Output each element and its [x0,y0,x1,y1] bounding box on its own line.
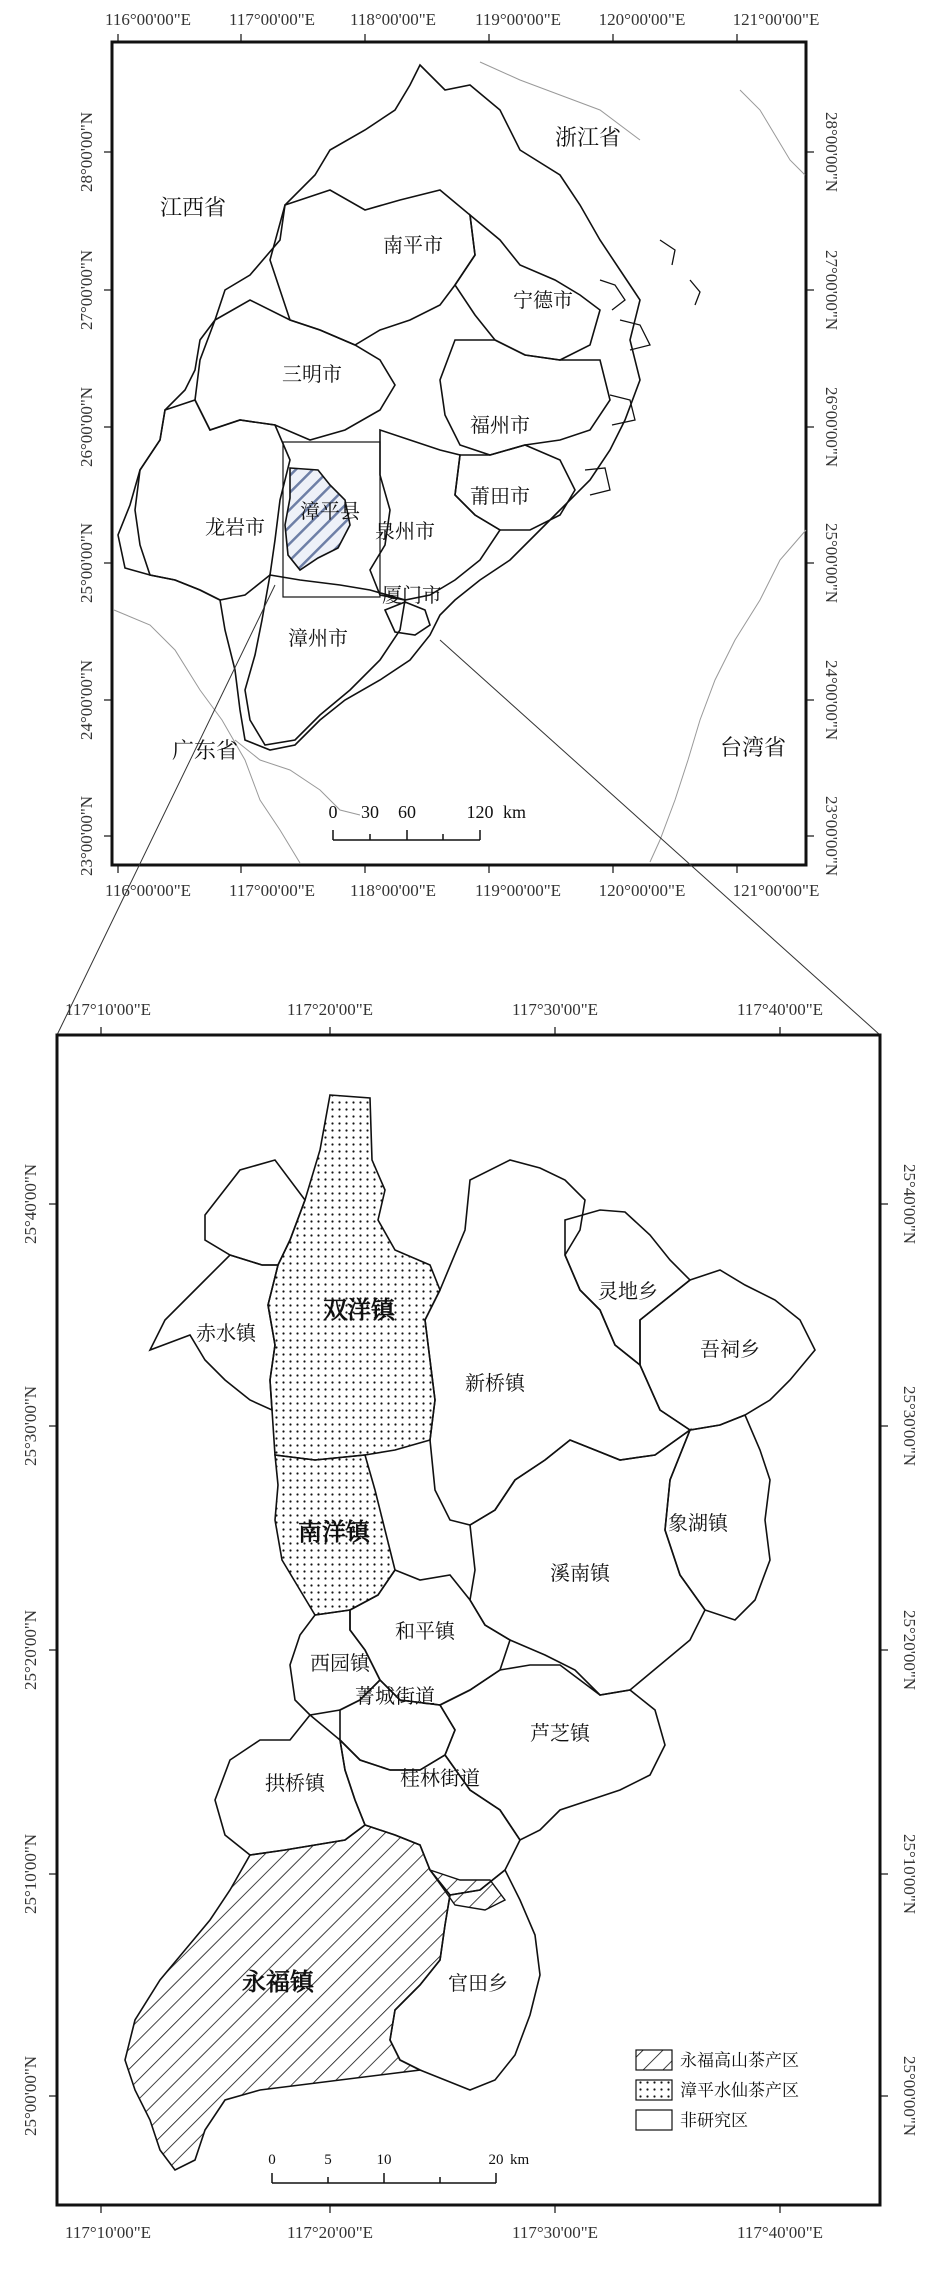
dt-top-lon-2: 117°20'00"E [286,1000,374,1019]
label-jingcheng: 菁城街道 [355,1684,435,1708]
ov-top-lon-6: 121°00'00"E [732,10,820,29]
ov-left-lat-2: 27°00'00"N [77,249,96,331]
dt-scale-20: 20 [488,2152,504,2168]
label-jiangxi: 江西省 [160,196,227,221]
ov-left-lat-5: 24°00'00"N [77,659,96,741]
dt-left-lat-3: 25°20'00"N [21,1609,40,1691]
dt-bottom-lon-2: 117°20'00"E [286,2223,374,2242]
ov-top-lon-5: 120°00'00"E [598,10,686,29]
ov-bottom-lon-6: 121°00'00"E [732,881,820,900]
dt-top-lon-3: 117°30'00"E [511,1000,599,1019]
ov-right-lat-4: 25°00'00"N [822,522,841,604]
dt-left-lat-4: 25°10'00"N [21,1833,40,1915]
ov-right-lat-5: 24°00'00"N [822,659,841,741]
ov-bottom-lon-5: 120°00'00"E [598,881,686,900]
ov-bottom-lon-3: 118°00'00"E [349,881,437,900]
label-zhangzhou: 漳州市 [288,626,348,650]
label-guantian: 官田乡 [448,1971,508,1995]
overview-map [57,10,880,1035]
label-lingdi: 灵地乡 [598,1279,658,1303]
label-wuci: 吾祠乡 [700,1337,760,1361]
label-xiamen: 厦门市 [382,583,442,607]
legend-label-2: 漳平水仙茶产区 [680,2081,799,2101]
dt-scale-unit: km [510,2152,530,2168]
dt-bottom-lon-3: 117°30'00"E [511,2223,599,2242]
ov-left-lat-3: 26°00'00"N [77,386,96,468]
label-luzhi: 芦芝镇 [530,1721,590,1745]
ov-scale-30: 30 [361,802,379,822]
legend-swatch-none [636,2110,672,2130]
dt-scale-0: 0 [268,2152,276,2168]
ov-bottom-lon-1: 116°00'00"E [104,881,192,900]
dt-bottom-lon-1: 117°10'00"E [64,2223,152,2242]
dt-top-lon-4: 117°40'00"E [736,1000,824,1019]
label-zhangping: 漳平县 [300,499,360,523]
label-xiangdu: 象湖镇 [668,1511,728,1535]
detail-map [21,1000,919,2242]
label-xinan: 溪南镇 [550,1561,610,1585]
legend-label-3: 非研究区 [680,2111,748,2131]
label-shuangyang: 双洋镇 [323,1296,395,1324]
label-xiyuan: 西园镇 [310,1651,370,1675]
label-quanzhou: 泉州市 [375,519,435,543]
label-longyan: 龙岩市 [205,515,265,539]
label-gongqiao: 拱桥镇 [265,1771,325,1795]
ov-top-lon-3: 118°00'00"E [349,10,437,29]
dt-left-lat-2: 25°30'00"N [21,1385,40,1467]
ov-left-lat-1: 28°00'00"N [77,111,96,193]
dt-left-lat-1: 25°40'00"N [21,1163,40,1245]
dt-right-lat-5: 25°00'00"N [900,2055,919,2137]
ov-top-lon-1: 116°00'00"E [104,10,192,29]
ov-top-lon-2: 117°00'00"E [228,10,316,29]
ov-scale-60: 60 [398,802,416,822]
ov-scale-unit: km [503,802,527,822]
label-chishui: 赤水镇 [196,1321,256,1345]
label-putian: 莆田市 [470,484,530,508]
dt-right-lat-4: 25°10'00"N [900,1833,919,1915]
legend-swatch-hatch [636,2050,672,2070]
ov-left-lat-4: 25°00'00"N [77,522,96,604]
ov-right-lat-2: 27°00'00"N [822,249,841,331]
ov-bottom-lon-4: 119°00'00"E [474,881,562,900]
legend-label-1: 永福高山茶产区 [680,2051,799,2071]
ov-right-lat-6: 23°00'00"N [822,795,841,877]
ov-left-lat-6: 23°00'00"N [77,795,96,877]
label-guangdong: 广东省 [172,739,239,764]
dt-right-lat-2: 25°30'00"N [900,1385,919,1467]
dt-left-lat-5: 25°00'00"N [21,2055,40,2137]
ov-bottom-lon-2: 117°00'00"E [228,881,316,900]
label-heping: 和平镇 [395,1619,455,1643]
label-yongfu: 永福镇 [242,1968,314,1996]
dt-scale-10: 10 [376,2152,392,2168]
ov-top-lon-4: 119°00'00"E [474,10,562,29]
legend-swatch-dots [636,2080,672,2100]
label-nanping: 南平市 [383,233,443,257]
dt-right-lat-3: 25°20'00"N [900,1609,919,1691]
label-fuzhou: 福州市 [470,413,530,437]
label-xinqiao: 新桥镇 [465,1371,525,1395]
ov-scale-120: 120 [466,802,494,822]
label-taiwan: 台湾省 [720,736,787,761]
label-zhejiang: 浙江省 [555,126,622,151]
label-ningde: 宁德市 [513,288,573,312]
dt-scale-5: 5 [324,2152,332,2168]
dt-bottom-lon-4: 117°40'00"E [736,2223,824,2242]
ov-scale-0: 0 [328,802,338,822]
dt-top-lon-1: 117°10'00"E [64,1000,152,1019]
ov-right-lat-3: 26°00'00"N [822,386,841,468]
ov-right-lat-1: 28°00'00"N [822,111,841,193]
label-guilin: 桂林街道 [400,1766,480,1790]
dt-right-lat-1: 25°40'00"N [900,1163,919,1245]
label-nanyang: 南洋镇 [298,1518,370,1546]
label-sanming: 三明市 [282,362,342,386]
